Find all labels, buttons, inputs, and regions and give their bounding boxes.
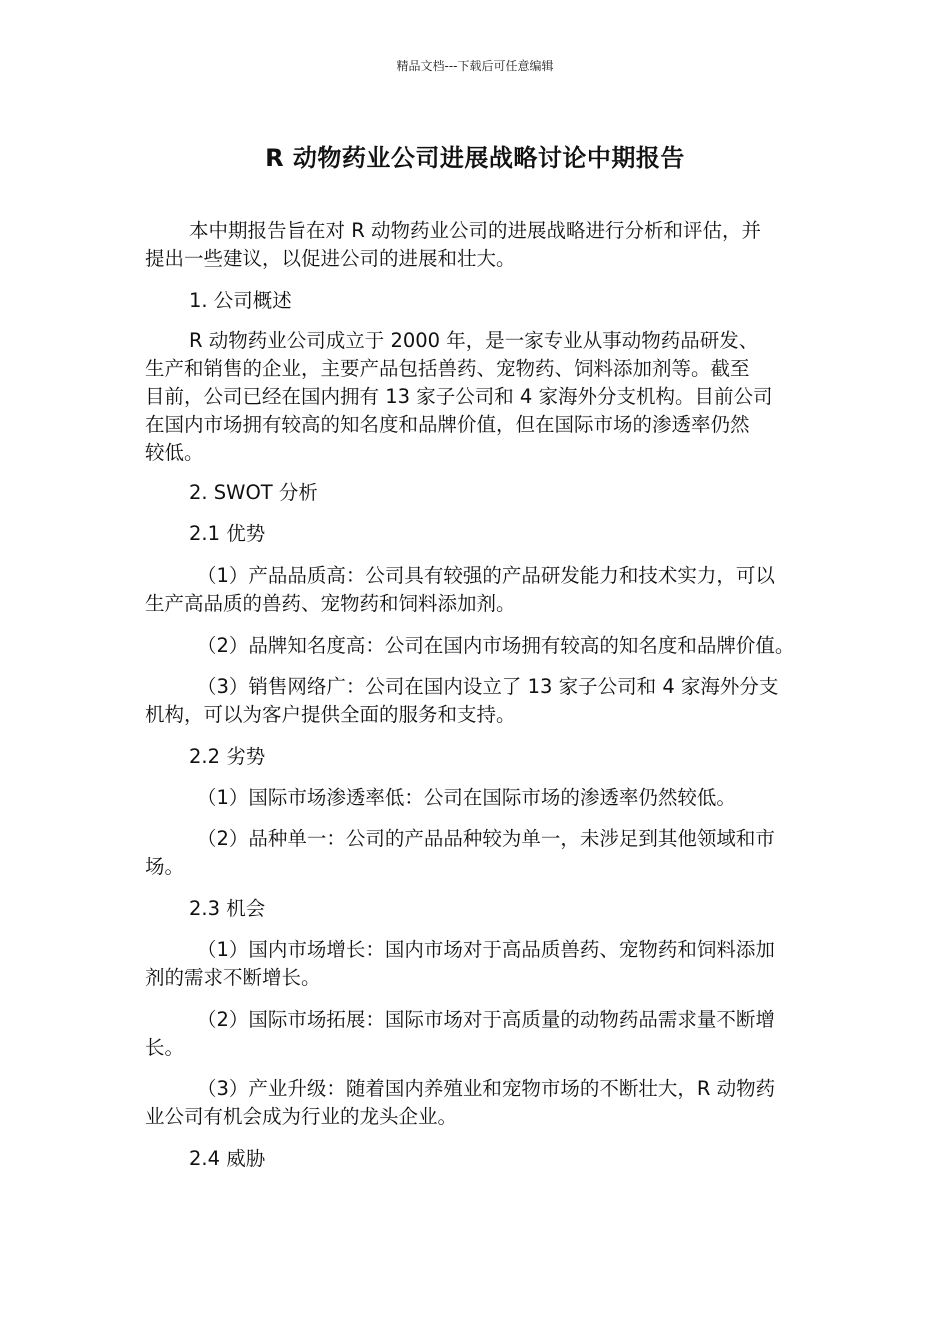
document-title: R 动物药业公司进展战略讨论中期报告 xyxy=(265,144,685,172)
weakness-item-2 xyxy=(145,825,825,881)
strength-item-3 xyxy=(145,673,825,729)
subsection-heading-text: 2.3 机会 xyxy=(189,897,266,920)
subsection-heading-threats xyxy=(145,1145,825,1173)
opportunity-item-3 xyxy=(145,1075,825,1131)
section-heading-swot xyxy=(145,479,825,507)
subsection-heading-text: 2.4 威胁 xyxy=(189,1147,266,1170)
opportunity-item-2 xyxy=(145,1006,825,1062)
text-line: （2）国际市场拓展：国际市场对于高质量的动物药品需求量不断增 xyxy=(197,1008,775,1031)
text-line: （1）国内市场增长：国内市场对于高品质兽药、宠物药和饲料添加 xyxy=(197,938,775,961)
text-line: 在国内市场拥有较高的知名度和品牌价值，但在国际市场的渗透率仍然 xyxy=(145,413,750,436)
text-line: 业公司有机会成为行业的龙头企业。 xyxy=(145,1105,458,1128)
subsection-heading-text: 2.2 劣势 xyxy=(189,745,266,768)
subsection-heading-text: 2.1 优势 xyxy=(189,522,266,545)
text-line: 较低。 xyxy=(145,441,204,464)
text-line: 生产和销售的企业，主要产品包括兽药、宠物药、饲料添加剂等。截至 xyxy=(145,357,750,380)
subsection-heading-opportunities xyxy=(145,895,825,923)
weakness-item-1 xyxy=(145,784,825,812)
text-line: （3）销售网络广：公司在国内设立了 13 家子公司和 4 家海外分支 xyxy=(197,675,779,698)
section-heading-text: 1. 公司概述 xyxy=(189,289,292,312)
page-header-note: 精品文档---下载后可任意编辑 xyxy=(396,59,554,73)
intro-paragraph xyxy=(145,217,825,273)
text-line: 提出一些建议，以促进公司的进展和壮大。 xyxy=(145,247,516,270)
text-line: 长。 xyxy=(145,1036,185,1059)
text-line: （3）产业升级：随着国内养殖业和宠物市场的不断壮大，R 动物药 xyxy=(197,1077,776,1100)
text-line: 本中期报告旨在对 R 动物药业公司的进展战略进行分析和评估，并 xyxy=(189,219,761,242)
text-line: 机构，可以为客户提供全面的服务和支持。 xyxy=(145,703,516,726)
text-line: （1）产品品质高：公司具有较强的产品研发能力和技术实力，可以 xyxy=(197,564,775,587)
text-line: R 动物药业公司成立于 2000 年，是一家专业从事动物药品研发、 xyxy=(189,329,759,352)
text-line: 剂的需求不断增长。 xyxy=(145,966,321,989)
text-line: （2）品种单一：公司的产品品种较为单一，未涉足到其他领域和市 xyxy=(197,827,775,850)
text-line: （2）品牌知名度高：公司在国内市场拥有较高的知名度和品牌价值。 xyxy=(197,634,795,657)
subsection-heading-weaknesses xyxy=(145,743,825,771)
text-line: （1）国际市场渗透率低：公司在国际市场的渗透率仍然较低。 xyxy=(197,786,736,809)
text-line: 场。 xyxy=(145,855,185,878)
subsection-heading-strengths xyxy=(145,520,825,548)
overview-paragraph xyxy=(145,327,825,467)
strength-item-2 xyxy=(145,632,845,660)
strength-item-1 xyxy=(145,562,825,618)
section-heading-overview xyxy=(145,287,825,315)
text-line: 目前，公司已经在国内拥有 13 家子公司和 4 家海外分支机构。目前公司 xyxy=(145,385,773,408)
text-line: 生产高品质的兽药、宠物药和饲料添加剂。 xyxy=(145,592,516,615)
opportunity-item-1 xyxy=(145,936,825,992)
section-heading-text: 2. SWOT 分析 xyxy=(189,481,318,504)
